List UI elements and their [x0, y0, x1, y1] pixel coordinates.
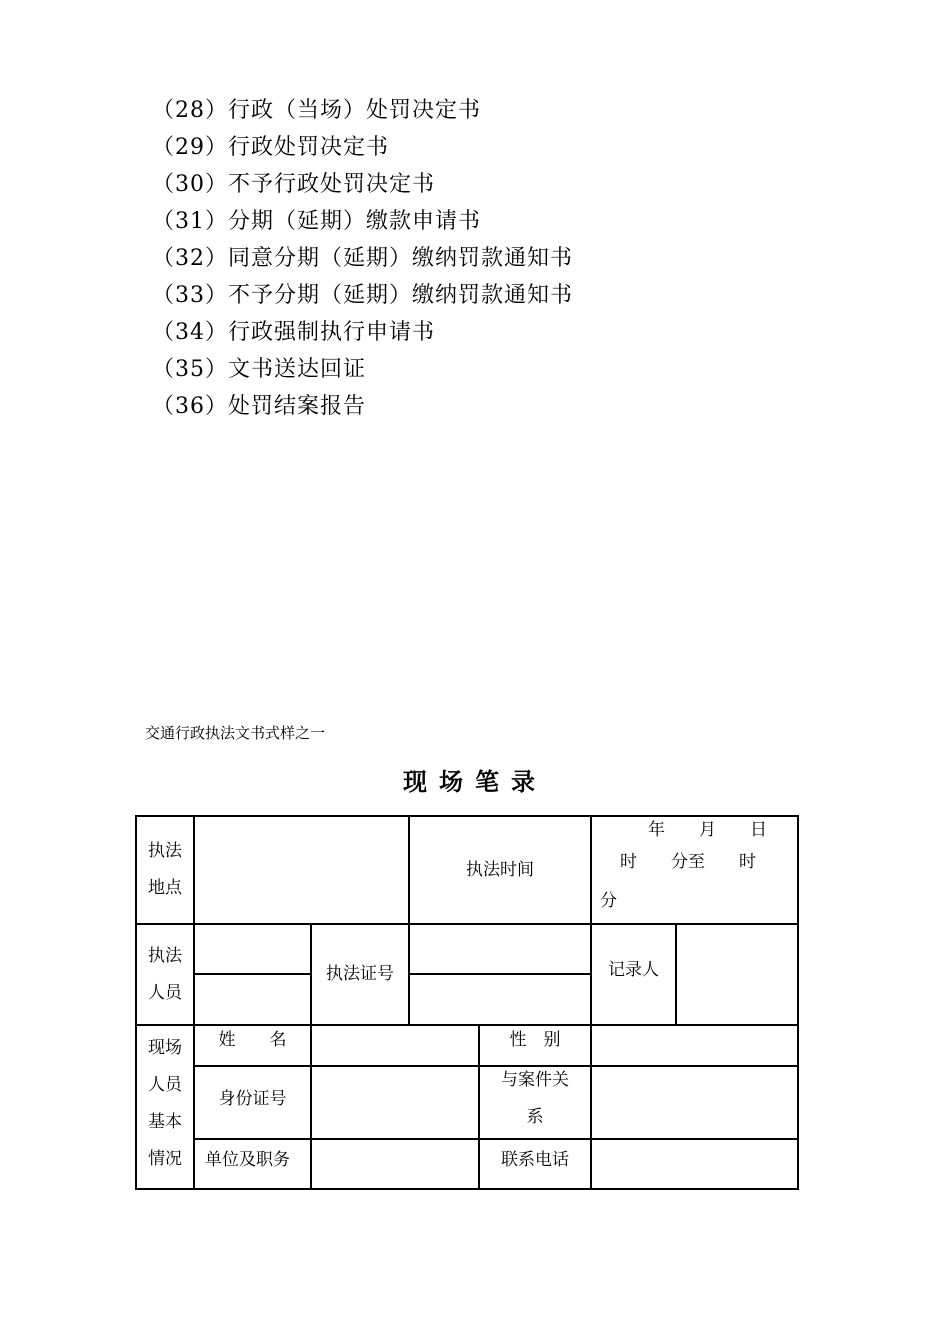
officer-2-field[interactable] — [195, 975, 310, 1024]
list-item: （35）文书送达回证 — [152, 357, 366, 382]
cert-label: 执法证号 — [326, 964, 394, 984]
org-label: 单位及职务 — [205, 1149, 290, 1170]
name-label: 姓 名 — [218, 1030, 287, 1050]
org-field[interactable] — [312, 1140, 478, 1188]
list-item: （31）分期（延期）缴款申请书 — [152, 209, 481, 234]
list-item: （36）处罚结案报告 — [152, 394, 366, 419]
relation-field[interactable] — [592, 1067, 797, 1138]
phone-label: 联系电话 — [501, 1149, 569, 1170]
gender-label: 性 别 — [509, 1030, 561, 1050]
officer-1-field[interactable] — [195, 925, 310, 973]
gender-field[interactable] — [592, 1026, 797, 1065]
time-label: 执法时间 — [466, 859, 534, 880]
list-item: （30）不予行政处罚决定书 — [152, 172, 435, 197]
table-border-right — [797, 815, 799, 1190]
relation-label: 与案件关 系 — [501, 1070, 569, 1127]
hour-template: 时 分至 时 — [620, 852, 756, 872]
time-field[interactable] — [592, 817, 797, 923]
minute-template: 分 — [600, 891, 617, 911]
form-caption: 交通行政执法文书式样之一 — [145, 724, 326, 742]
id-label: 身份证号 — [218, 1088, 287, 1109]
list-item: （34）行政强制执行申请书 — [152, 320, 435, 345]
recorder-label: 记录人 — [608, 959, 659, 980]
id-field[interactable] — [312, 1067, 478, 1138]
phone-field[interactable] — [592, 1140, 797, 1188]
cert-2-field[interactable] — [410, 975, 590, 1024]
recorder-field[interactable] — [677, 925, 797, 1024]
cert-1-field[interactable] — [410, 925, 590, 973]
location-field[interactable] — [195, 817, 408, 923]
list-item: （32）同意分期（延期）缴纳罚款通知书 — [152, 246, 573, 271]
list-item: （29）行政处罚决定书 — [152, 135, 389, 160]
table-border-bottom — [135, 1188, 799, 1190]
list-item: （28）行政（当场）处罚决定书 — [152, 98, 481, 123]
location-label: 执法 地点 — [148, 841, 182, 898]
form-title: 现场笔录 — [403, 768, 547, 796]
list-item: （33）不予分期（延期）缴纳罚款通知书 — [152, 283, 573, 308]
date-template: 年 月 日 — [648, 820, 767, 840]
officers-label: 执法 人员 — [148, 945, 182, 1003]
persons-label: 现场 人员 基本 情况 — [148, 1038, 182, 1169]
name-field[interactable] — [312, 1026, 478, 1065]
